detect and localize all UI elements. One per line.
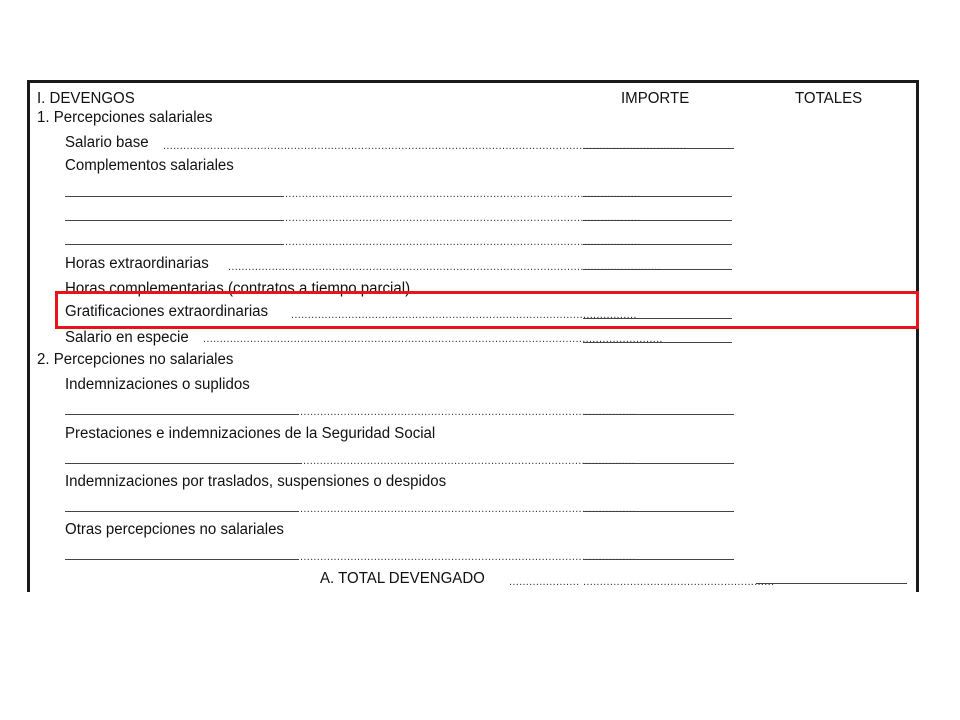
column-header-totales: TOTALES	[795, 90, 863, 107]
importe-field-complemento[interactable]	[583, 220, 732, 221]
concept-name-field[interactable]	[65, 414, 299, 415]
importe-field-indemnizaciones-suplidos[interactable]	[583, 414, 734, 415]
dot-leader: ....................................................................................................	[300, 503, 636, 515]
dot-leader: .......................................................................................................	[291, 309, 637, 321]
item-horas-extraordinarias: Horas extraordinarias	[65, 255, 209, 272]
dot-leader: .....................	[509, 576, 580, 588]
importe-field-traslados[interactable]	[583, 511, 734, 512]
item-indemnizaciones-traslados: Indemnizaciones por traslados, suspensiones o despidos	[65, 473, 447, 490]
dot-leader: ..........................................................................................................	[285, 236, 641, 248]
complemento-name-field[interactable]	[65, 196, 284, 197]
highlight-box-gratificaciones	[55, 291, 919, 329]
dot-leader: ............................................................................................................................................................	[163, 140, 687, 152]
column-header-importe: IMPORTE	[621, 90, 690, 107]
total-devengado-label: A. TOTAL DEVENGADO	[320, 570, 485, 587]
dot-leader: ..........................................................................................................	[285, 188, 641, 200]
item-prestaciones-seguridad-social: Prestaciones e indemnizaciones de la Seguridad Social	[65, 425, 436, 442]
item-gratificaciones-extraordinarias: Gratificaciones extraordinarias	[65, 303, 269, 320]
item-horas-complementarias: Horas complementarias (contratos a tiempo parcial)	[65, 280, 411, 297]
item-indemnizaciones-suplidos: Indemnizaciones o suplidos	[65, 376, 250, 393]
importe-field-complemento[interactable]	[583, 196, 732, 197]
importe-field-otras[interactable]	[583, 559, 734, 560]
item-salario-base: Salario base	[65, 134, 149, 151]
concept-name-field[interactable]	[65, 463, 302, 464]
importe-field-salario-especie[interactable]	[583, 342, 732, 343]
dot-leader: .........................................................................................................................................	[203, 333, 663, 345]
concept-name-field[interactable]	[65, 511, 299, 512]
importe-field-horas-extraordinarias[interactable]	[583, 269, 732, 270]
complemento-name-field[interactable]	[65, 220, 284, 221]
item-salario-en-especie: Salario en especie	[65, 329, 189, 346]
group-heading-percepciones-salariales: 1. Percepciones salariales	[37, 109, 213, 126]
total-devengado-field[interactable]	[756, 583, 907, 584]
section-heading-devengos: I. DEVENGOS	[37, 90, 135, 107]
importe-field-salario-base[interactable]	[583, 148, 734, 149]
dot-leader: ..........................................................................................................	[285, 212, 641, 224]
group-heading-percepciones-no-salariales: 2. Percepciones no salariales	[37, 351, 234, 368]
importe-field-complemento[interactable]	[583, 244, 732, 245]
concept-name-field[interactable]	[65, 559, 299, 560]
complemento-name-field[interactable]	[65, 244, 284, 245]
dot-leader: ...................................................................................................	[303, 455, 636, 467]
dot-leader: ....................................................................................................	[300, 551, 636, 563]
total-importe-dots: .........................................................	[583, 576, 775, 588]
item-complementos-salariales: Complementos salariales	[65, 157, 234, 174]
dot-leader: ....................................................................................................	[300, 406, 636, 418]
item-otras-percepciones: Otras percepciones no salariales	[65, 521, 284, 538]
dot-leader: .................................................................................................................................	[228, 261, 661, 273]
importe-field-prestaciones[interactable]	[583, 463, 734, 464]
